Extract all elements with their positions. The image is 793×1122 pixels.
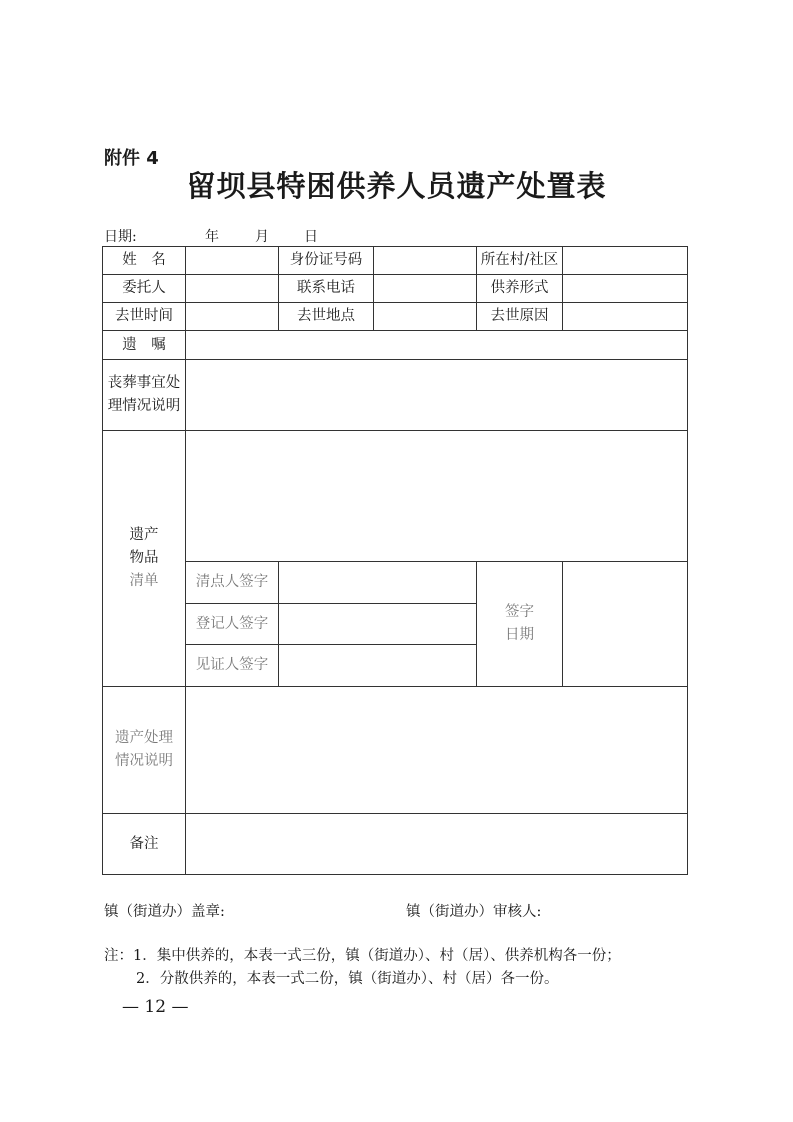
id-number-label: 身份证号码 bbox=[279, 247, 374, 275]
remarks-field[interactable] bbox=[186, 814, 688, 875]
death-time-label: 去世时间 bbox=[103, 303, 186, 331]
phone-field[interactable] bbox=[374, 275, 477, 303]
funeral-label-line2: 理情况说明 bbox=[107, 398, 181, 414]
phone-label: 联系电话 bbox=[279, 275, 374, 303]
sign-date-field[interactable] bbox=[563, 562, 688, 687]
estate-handling-label bbox=[103, 687, 186, 814]
will-field[interactable] bbox=[186, 331, 688, 360]
note-line-1: 注：1．集中供养的，本表一式三份，镇（街道办）、村（居）、供养机构各一份； bbox=[104, 948, 621, 964]
estate-list-label bbox=[103, 431, 186, 687]
estate-handling-field[interactable] bbox=[186, 687, 688, 814]
trustee-field[interactable] bbox=[186, 275, 279, 303]
name-field[interactable] bbox=[186, 247, 279, 275]
counter-signature-label: 清点人签字 bbox=[186, 562, 279, 604]
funeral-label-line1: 丧葬事宜处 bbox=[107, 375, 181, 391]
register-signature-field[interactable] bbox=[279, 604, 477, 645]
sign-date-label bbox=[477, 562, 563, 687]
name-label: 姓 名 bbox=[103, 247, 186, 275]
estate-list-line2: 物品 bbox=[129, 550, 159, 566]
death-time-field[interactable] bbox=[186, 303, 279, 331]
estate-handling-line2: 情况说明 bbox=[115, 753, 173, 769]
town-seal-label: 镇（街道办）盖章: bbox=[104, 904, 225, 920]
estate-list-line1: 遗产 bbox=[129, 527, 159, 543]
note-line-2: 2．分散供养的，本表一式二份，镇（街道办）、村（居）各一份。 bbox=[136, 971, 559, 987]
trustee-label: 委托人 bbox=[103, 275, 186, 303]
estate-list-field[interactable] bbox=[186, 431, 688, 562]
witness-signature-label: 见证人签字 bbox=[186, 645, 279, 687]
remarks-label: 备注 bbox=[103, 814, 186, 875]
support-type-label: 供养形式 bbox=[477, 275, 563, 303]
funeral-label bbox=[103, 360, 186, 431]
support-type-field[interactable] bbox=[563, 275, 688, 303]
funeral-field[interactable] bbox=[186, 360, 688, 431]
date-month: 月 bbox=[255, 229, 269, 245]
town-reviewer-label: 镇（街道办）审核人: bbox=[406, 904, 542, 920]
death-cause-field[interactable] bbox=[563, 303, 688, 331]
sign-date-line1: 签字 bbox=[505, 604, 534, 620]
register-signature-label: 登记人签字 bbox=[186, 604, 279, 645]
will-label: 遗 嘱 bbox=[103, 331, 186, 360]
document-title: 留坝县特困供养人员遗产处置表 bbox=[186, 169, 607, 203]
date-day: 日 bbox=[304, 229, 318, 245]
estate-list-line3: 清单 bbox=[129, 573, 159, 589]
village-label: 所在村/社区 bbox=[477, 247, 563, 275]
attachment-label: 附件 4 bbox=[104, 148, 159, 169]
death-cause-label: 去世原因 bbox=[477, 303, 563, 331]
death-place-label: 去世地点 bbox=[279, 303, 374, 331]
sign-date-line2: 日期 bbox=[505, 627, 534, 643]
page-number: — 12 — bbox=[122, 997, 189, 1017]
death-place-field[interactable] bbox=[374, 303, 477, 331]
estate-disposal-form bbox=[102, 246, 688, 875]
village-field[interactable] bbox=[563, 247, 688, 275]
witness-signature-field[interactable] bbox=[279, 645, 477, 687]
counter-signature-field[interactable] bbox=[279, 562, 477, 604]
date-year: 年 bbox=[205, 229, 219, 245]
id-number-field[interactable] bbox=[374, 247, 477, 275]
estate-handling-line1: 遗产处理 bbox=[115, 730, 173, 746]
date-label: 日期: bbox=[104, 229, 137, 245]
